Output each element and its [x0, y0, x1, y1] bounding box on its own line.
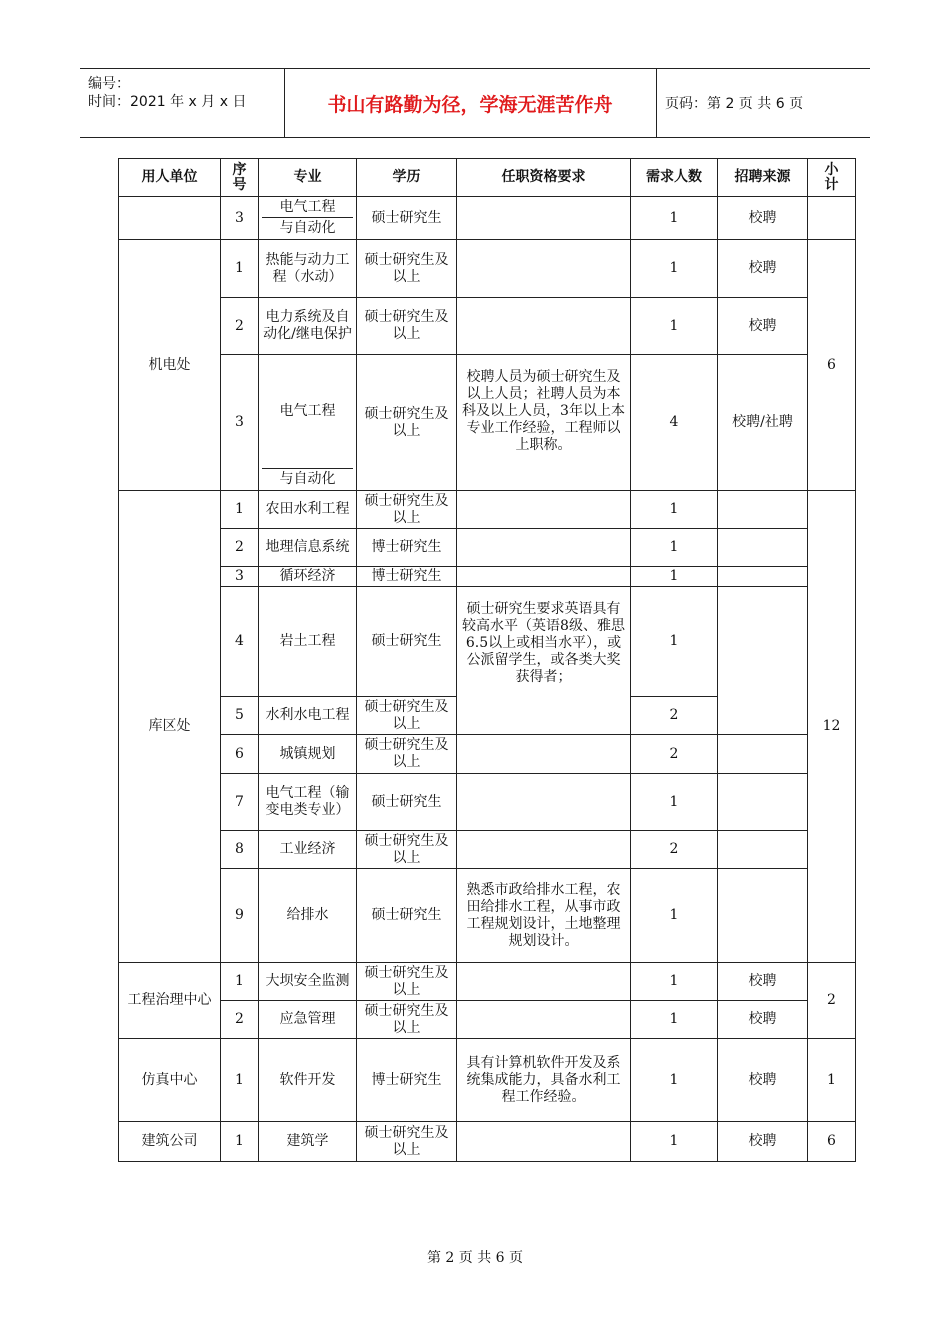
seq-cell: 1	[221, 240, 259, 298]
table-row	[119, 774, 856, 831]
major-line: 电气工程	[262, 197, 353, 218]
major-cell	[259, 355, 357, 491]
source-cell	[718, 529, 808, 567]
seq-cell: 2	[221, 298, 259, 355]
major-cell: 热能与动力工程（水动）	[259, 240, 357, 298]
source-cell	[718, 587, 808, 735]
table-row	[119, 355, 856, 491]
count-cell: 1	[631, 491, 718, 529]
major-cell: 工业经济	[259, 831, 357, 869]
source-cell: 校聘	[718, 298, 808, 355]
table-row	[119, 567, 856, 587]
table-row	[119, 587, 856, 697]
subtotal-cell: 12	[808, 491, 856, 963]
count-cell: 1	[631, 529, 718, 567]
seq-cell: 1	[221, 491, 259, 529]
edu-cell: 硕士研究生及以上	[357, 735, 457, 774]
table-row	[119, 1001, 856, 1039]
req-cell	[457, 197, 631, 240]
req-cell: 校聘人员为硕士研究生及以上人员；社聘人员为本科及以上人员，3年以上本专业工作经验，工程师以上职称。	[457, 355, 631, 491]
table-header-row	[119, 159, 856, 197]
edu-cell: 博士研究生	[357, 1039, 457, 1122]
major-cell: 软件开发	[259, 1039, 357, 1122]
major-cell: 农田水利工程	[259, 491, 357, 529]
count-cell: 1	[631, 774, 718, 831]
seq-cell: 6	[221, 735, 259, 774]
motto: 书山有路勤为径，学海无涯苦作舟	[284, 69, 657, 137]
req-cell	[457, 491, 631, 529]
req-cell	[457, 774, 631, 831]
edu-cell: 博士研究生	[357, 529, 457, 567]
edu-cell: 硕士研究生	[357, 587, 457, 697]
table-row	[119, 197, 856, 240]
major-cell: 水利水电工程	[259, 697, 357, 735]
major-cell: 大坝安全监测	[259, 963, 357, 1001]
source-cell	[718, 567, 808, 587]
major-cell	[259, 197, 357, 240]
seq-cell: 8	[221, 831, 259, 869]
header-meta	[80, 69, 285, 137]
edu-cell: 博士研究生	[357, 567, 457, 587]
major-cell: 城镇规划	[259, 735, 357, 774]
table-row	[119, 963, 856, 1001]
source-cell	[718, 774, 808, 831]
edu-cell: 硕士研究生	[357, 774, 457, 831]
page-footer: 第 2 页 共 6 页	[426, 1250, 524, 1266]
req-cell	[457, 831, 631, 869]
edu-cell: 硕士研究生及以上	[357, 1122, 457, 1162]
subtotal-cell: 1	[808, 1039, 856, 1122]
major-cell: 地理信息系统	[259, 529, 357, 567]
edu-cell: 硕士研究生及以上	[357, 1001, 457, 1039]
table-row	[119, 831, 856, 869]
subtotal-cell: 6	[808, 240, 856, 491]
unit-cell: 工程治理中心	[119, 963, 221, 1039]
edu-cell: 硕士研究生	[357, 197, 457, 240]
table-row	[119, 1039, 856, 1122]
major-cell: 应急管理	[259, 1001, 357, 1039]
major-line: 电气工程	[262, 355, 353, 469]
req-cell	[457, 1001, 631, 1039]
seq-cell: 2	[221, 1001, 259, 1039]
subtotal-cell	[808, 197, 856, 240]
col-unit: 用人单位	[119, 159, 221, 197]
seq-cell: 1	[221, 1122, 259, 1162]
req-cell: 具有计算机软件开发及系统集成能力，具备水利工程工作经验。	[457, 1039, 631, 1122]
recruitment-table	[118, 158, 856, 1162]
number-label: 编号：	[88, 76, 130, 92]
edu-cell: 硕士研究生及以上	[357, 491, 457, 529]
edu-cell: 硕士研究生及以上	[357, 697, 457, 735]
source-cell	[718, 491, 808, 529]
count-cell: 1	[631, 197, 718, 240]
edu-cell: 硕士研究生及以上	[357, 240, 457, 298]
req-cell	[457, 567, 631, 587]
col-source: 招聘来源	[718, 159, 808, 197]
count-cell: 1	[631, 240, 718, 298]
seq-cell: 1	[221, 963, 259, 1001]
count-cell: 2	[631, 735, 718, 774]
req-cell: 硕士研究生要求英语具有较高水平（英语8级、雅思6.5以上或相当水平），或公派留学生，或各类大奖获得者；	[457, 587, 631, 735]
source-cell: 校聘/社聘	[718, 355, 808, 491]
source-cell: 校聘	[718, 1001, 808, 1039]
unit-cell: 库区处	[119, 491, 221, 963]
count-cell: 2	[631, 831, 718, 869]
major-cell: 给排水	[259, 869, 357, 963]
seq-cell: 2	[221, 529, 259, 567]
seq-cell: 9	[221, 869, 259, 963]
req-cell	[457, 1122, 631, 1162]
major-cell: 循环经济	[259, 567, 357, 587]
col-count: 需求人数	[631, 159, 718, 197]
source-cell: 校聘	[718, 1122, 808, 1162]
seq-cell: 7	[221, 774, 259, 831]
source-cell: 校聘	[718, 1039, 808, 1122]
count-cell: 1	[631, 869, 718, 963]
col-subtotal: 小 计	[808, 159, 856, 197]
req-cell	[457, 298, 631, 355]
count-cell: 1	[631, 963, 718, 1001]
table-row	[119, 240, 856, 298]
major-cell: 电气工程（输变电类专业）	[259, 774, 357, 831]
source-cell: 校聘	[718, 963, 808, 1001]
major-line: 与自动化	[279, 471, 336, 487]
major-cell: 电力系统及自动化/继电保护	[259, 298, 357, 355]
major-cell: 建筑学	[259, 1122, 357, 1162]
time-label: 时间：2021 年 x 月 x 日	[88, 94, 247, 110]
count-cell: 1	[631, 1001, 718, 1039]
req-cell	[457, 963, 631, 1001]
edu-cell: 硕士研究生	[357, 869, 457, 963]
col-seq: 序 号	[221, 159, 259, 197]
source-cell: 校聘	[718, 240, 808, 298]
table-row	[119, 491, 856, 529]
count-cell: 1	[631, 1122, 718, 1162]
req-cell	[457, 735, 631, 774]
unit-cell: 机电处	[119, 240, 221, 491]
table-row	[119, 298, 856, 355]
seq-cell: 5	[221, 697, 259, 735]
col-major: 专业	[259, 159, 357, 197]
seq-cell: 3	[221, 197, 259, 240]
page-info: 页码：第 2 页 共 6 页	[665, 96, 804, 112]
subtotal-cell: 6	[808, 1122, 856, 1162]
source-cell: 校聘	[718, 197, 808, 240]
source-cell	[718, 869, 808, 963]
source-cell	[718, 735, 808, 774]
seq-cell: 4	[221, 587, 259, 697]
seq-cell: 3	[221, 355, 259, 491]
col-education: 学历	[357, 159, 457, 197]
seq-cell: 1	[221, 1039, 259, 1122]
count-cell: 4	[631, 355, 718, 491]
count-cell: 1	[631, 1039, 718, 1122]
seq-cell: 3	[221, 567, 259, 587]
req-cell: 熟悉市政给排水工程，农田给排水工程，从事市政工程规划设计，土地整理规划设计。	[457, 869, 631, 963]
count-cell: 1	[631, 587, 718, 697]
col-requirements: 任职资格要求	[457, 159, 631, 197]
count-cell: 1	[631, 567, 718, 587]
table-row	[119, 869, 856, 963]
unit-cell	[119, 197, 221, 240]
major-line: 与自动化	[279, 220, 336, 236]
count-cell: 1	[631, 298, 718, 355]
edu-cell: 硕士研究生及以上	[357, 963, 457, 1001]
table-row	[119, 529, 856, 567]
table-row	[119, 1122, 856, 1162]
table-row	[119, 735, 856, 774]
unit-cell: 仿真中心	[119, 1039, 221, 1122]
subtotal-cell: 2	[808, 963, 856, 1039]
req-cell	[457, 240, 631, 298]
edu-cell: 硕士研究生及以上	[357, 831, 457, 869]
req-cell	[457, 529, 631, 567]
edu-cell: 硕士研究生及以上	[357, 355, 457, 491]
page-header	[80, 68, 870, 138]
edu-cell: 硕士研究生及以上	[357, 298, 457, 355]
major-cell: 岩土工程	[259, 587, 357, 697]
unit-cell: 建筑公司	[119, 1122, 221, 1162]
source-cell	[718, 831, 808, 869]
count-cell: 2	[631, 697, 718, 735]
